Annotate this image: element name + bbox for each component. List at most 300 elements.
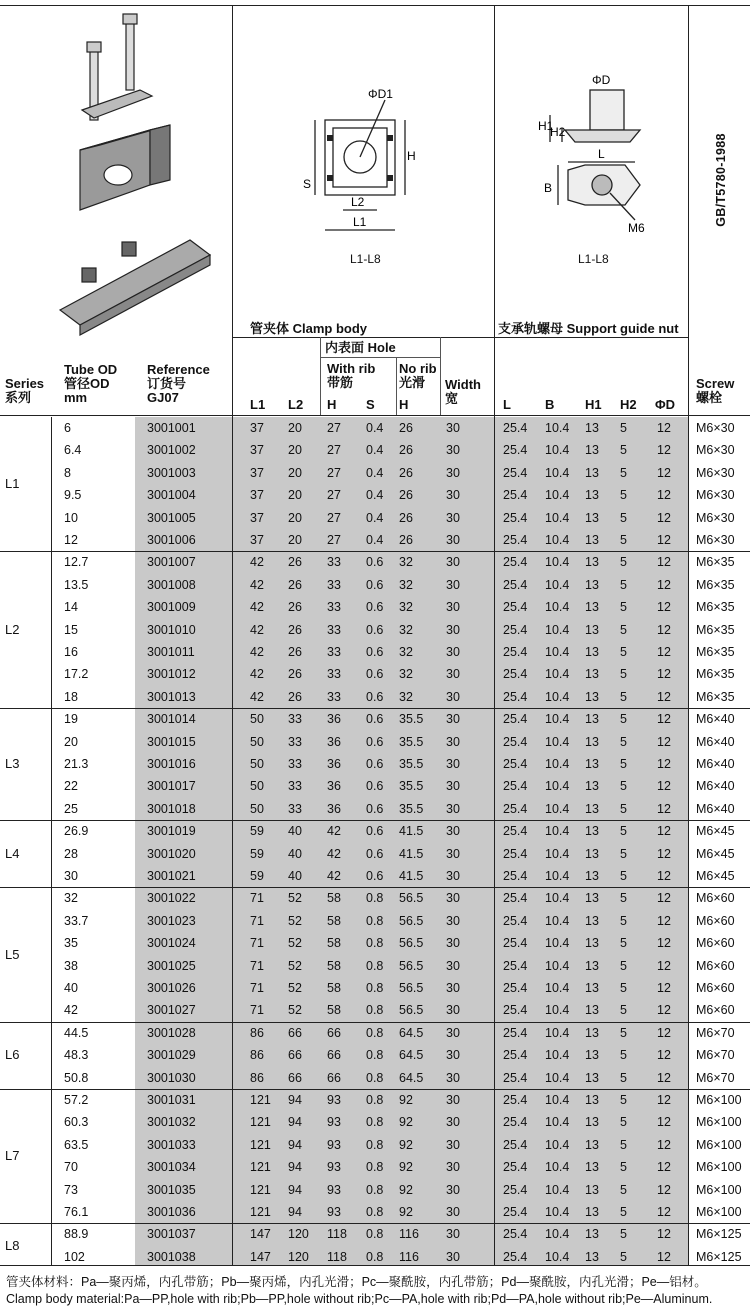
cell-s: 0.8 bbox=[366, 1227, 384, 1242]
cell-s: 0.6 bbox=[366, 734, 384, 749]
cell-l: 25.4 bbox=[503, 421, 528, 435]
with-rib-header-cn: 带筋 bbox=[327, 375, 354, 390]
cell-h1: 13 bbox=[585, 1025, 599, 1040]
cell-l: 25.4 bbox=[503, 1249, 528, 1264]
series-label: L4 bbox=[5, 845, 20, 861]
tube-od-header: Tube OD bbox=[64, 362, 118, 377]
cell-b: 10.4 bbox=[545, 689, 570, 704]
cell-h2: 5 bbox=[620, 465, 627, 480]
cell-l1: 71 bbox=[250, 891, 264, 906]
table-row bbox=[0, 820, 750, 842]
series-header-cn: 系列 bbox=[5, 390, 32, 405]
table-row bbox=[0, 865, 750, 887]
cell-s: 0.6 bbox=[366, 869, 384, 883]
cell-l: 25.4 bbox=[503, 1115, 528, 1130]
cell-h-norib: 92 bbox=[399, 1137, 413, 1152]
table-row bbox=[0, 1089, 750, 1111]
cell-h2: 5 bbox=[620, 488, 627, 503]
cell-width: 30 bbox=[446, 891, 460, 906]
cell-screw: M6×35 bbox=[696, 667, 735, 682]
cell-s: 0.8 bbox=[366, 891, 384, 906]
cell-phid: 12 bbox=[657, 1249, 671, 1264]
cell-width: 30 bbox=[446, 779, 460, 794]
cell-h1: 13 bbox=[585, 1182, 599, 1197]
cell-h-rib: 42 bbox=[327, 824, 341, 839]
cell-h1: 13 bbox=[585, 824, 599, 839]
cell-tube-od: 42 bbox=[64, 1003, 78, 1018]
cell-phid: 12 bbox=[657, 801, 671, 816]
cell-tube-od: 8 bbox=[64, 465, 71, 480]
cell-h-norib: 41.5 bbox=[399, 846, 424, 861]
cell-reference: 3001038 bbox=[147, 1249, 196, 1264]
cell-width: 30 bbox=[446, 1093, 460, 1107]
standard-label: GB/T5780-1988 bbox=[714, 133, 728, 227]
cell-screw: M6×30 bbox=[696, 488, 735, 503]
table-row bbox=[0, 1223, 750, 1245]
top-border bbox=[0, 5, 750, 6]
cell-screw: M6×100 bbox=[696, 1205, 742, 1219]
cell-b: 10.4 bbox=[545, 779, 570, 794]
cell-b: 10.4 bbox=[545, 958, 570, 973]
cell-l2: 52 bbox=[288, 958, 302, 973]
cell-s: 0.4 bbox=[366, 465, 384, 480]
divider bbox=[320, 337, 321, 415]
cell-h-rib: 93 bbox=[327, 1205, 341, 1219]
cell-tube-od: 35 bbox=[64, 936, 78, 951]
cell-h2: 5 bbox=[620, 712, 627, 727]
divider bbox=[494, 5, 495, 415]
series-label: L8 bbox=[5, 1237, 20, 1253]
cell-screw: M6×60 bbox=[696, 1003, 735, 1018]
cell-reference: 3001016 bbox=[147, 757, 196, 771]
cell-l: 25.4 bbox=[503, 533, 528, 547]
cell-screw: M6×40 bbox=[696, 734, 735, 749]
cell-width: 30 bbox=[446, 1182, 460, 1197]
cell-l1: 71 bbox=[250, 981, 264, 995]
cell-h1: 13 bbox=[585, 1205, 599, 1219]
cell-l: 25.4 bbox=[503, 465, 528, 480]
cell-tube-od: 44.5 bbox=[64, 1025, 89, 1040]
table-row bbox=[0, 1067, 750, 1089]
cell-h2: 5 bbox=[620, 757, 627, 771]
cell-h1: 13 bbox=[585, 622, 599, 637]
cell-phid: 12 bbox=[657, 936, 671, 951]
cell-width: 30 bbox=[446, 1160, 460, 1175]
cell-reference: 3001029 bbox=[147, 1048, 196, 1063]
cell-phid: 12 bbox=[657, 622, 671, 637]
cell-h2: 5 bbox=[620, 1182, 627, 1197]
cell-reference: 3001031 bbox=[147, 1093, 196, 1107]
table-row bbox=[0, 596, 750, 618]
cell-phid: 12 bbox=[657, 488, 671, 503]
cell-b: 10.4 bbox=[545, 533, 570, 547]
cell-screw: M6×60 bbox=[696, 913, 735, 928]
cell-l: 25.4 bbox=[503, 689, 528, 704]
cell-phid: 12 bbox=[657, 421, 671, 435]
cell-b: 10.4 bbox=[545, 1160, 570, 1175]
cell-phid: 12 bbox=[657, 1137, 671, 1152]
cell-h-rib: 42 bbox=[327, 846, 341, 861]
table-row bbox=[0, 462, 750, 484]
cell-h1: 13 bbox=[585, 1160, 599, 1175]
cell-phid: 12 bbox=[657, 824, 671, 839]
cell-l2: 20 bbox=[288, 421, 302, 435]
cell-width: 30 bbox=[446, 577, 460, 592]
cell-h-rib: 36 bbox=[327, 734, 341, 749]
cell-h-rib: 27 bbox=[327, 443, 341, 458]
cell-h2: 5 bbox=[620, 1249, 627, 1264]
cell-b: 10.4 bbox=[545, 891, 570, 906]
cell-s: 0.8 bbox=[366, 1093, 384, 1107]
cell-width: 30 bbox=[446, 689, 460, 704]
cell-phid: 12 bbox=[657, 510, 671, 525]
col-h2: H2 bbox=[620, 397, 637, 412]
cell-reference: 3001012 bbox=[147, 667, 196, 682]
cell-s: 0.4 bbox=[366, 488, 384, 503]
cell-h1: 13 bbox=[585, 533, 599, 547]
cell-l: 25.4 bbox=[503, 577, 528, 592]
table-row bbox=[0, 574, 750, 596]
cell-h-norib: 35.5 bbox=[399, 712, 424, 727]
cell-h1: 13 bbox=[585, 801, 599, 816]
table-row bbox=[0, 731, 750, 753]
cell-width: 30 bbox=[446, 712, 460, 727]
cell-h-norib: 26 bbox=[399, 510, 413, 525]
cell-tube-od: 30 bbox=[64, 869, 78, 883]
cell-s: 0.4 bbox=[366, 421, 384, 435]
cell-phid: 12 bbox=[657, 779, 671, 794]
cell-width: 30 bbox=[446, 801, 460, 816]
cell-h1: 13 bbox=[585, 779, 599, 794]
cell-screw: M6×35 bbox=[696, 577, 735, 592]
cell-b: 10.4 bbox=[545, 824, 570, 839]
cell-h2: 5 bbox=[620, 443, 627, 458]
cell-tube-od: 22 bbox=[64, 779, 78, 794]
cell-h-norib: 26 bbox=[399, 443, 413, 458]
cell-h-norib: 56.5 bbox=[399, 891, 424, 906]
cell-l: 25.4 bbox=[503, 712, 528, 727]
cell-h-norib: 56.5 bbox=[399, 958, 424, 973]
cell-reference: 3001018 bbox=[147, 801, 196, 816]
cell-screw: M6×60 bbox=[696, 891, 735, 906]
cell-l1: 121 bbox=[250, 1137, 271, 1152]
cell-l: 25.4 bbox=[503, 801, 528, 816]
cell-h1: 13 bbox=[585, 1070, 599, 1085]
cell-l2: 20 bbox=[288, 488, 302, 503]
cell-b: 10.4 bbox=[545, 1205, 570, 1219]
cell-screw: M6×40 bbox=[696, 712, 735, 727]
cell-phid: 12 bbox=[657, 891, 671, 906]
cell-s: 0.6 bbox=[366, 757, 384, 771]
cell-l: 25.4 bbox=[503, 600, 528, 615]
cell-screw: M6×30 bbox=[696, 465, 735, 480]
cell-l2: 33 bbox=[288, 801, 302, 816]
table-row bbox=[0, 1156, 750, 1178]
cell-s: 0.6 bbox=[366, 846, 384, 861]
table-row bbox=[0, 798, 750, 820]
cell-screw: M6×100 bbox=[696, 1137, 742, 1152]
clamp-assembly-illustration bbox=[40, 10, 230, 340]
cell-h-norib: 116 bbox=[399, 1227, 419, 1242]
cell-h2: 5 bbox=[620, 600, 627, 615]
cell-h-norib: 92 bbox=[399, 1115, 413, 1130]
cell-h-norib: 32 bbox=[399, 600, 413, 615]
cell-tube-od: 63.5 bbox=[64, 1137, 89, 1152]
cell-l1: 50 bbox=[250, 779, 264, 794]
cell-h-rib: 93 bbox=[327, 1137, 341, 1152]
cell-screw: M6×35 bbox=[696, 689, 735, 704]
hole-header: 内表面 Hole bbox=[325, 340, 396, 355]
cell-tube-od: 14 bbox=[64, 600, 78, 615]
cell-screw: M6×125 bbox=[696, 1249, 742, 1264]
cell-phid: 12 bbox=[657, 1205, 671, 1219]
cell-l2: 94 bbox=[288, 1115, 302, 1130]
cell-l2: 52 bbox=[288, 981, 302, 995]
cell-screw: M6×40 bbox=[696, 801, 735, 816]
cell-h1: 13 bbox=[585, 443, 599, 458]
cell-h2: 5 bbox=[620, 533, 627, 547]
cell-l: 25.4 bbox=[503, 1137, 528, 1152]
cell-s: 0.4 bbox=[366, 533, 384, 547]
cell-h1: 13 bbox=[585, 869, 599, 883]
cell-l2: 20 bbox=[288, 443, 302, 458]
cell-phid: 12 bbox=[657, 555, 671, 570]
cell-width: 30 bbox=[446, 1048, 460, 1063]
cell-l1: 59 bbox=[250, 869, 264, 883]
table-row bbox=[0, 708, 750, 730]
cell-h1: 13 bbox=[585, 981, 599, 995]
cell-h2: 5 bbox=[620, 1137, 627, 1152]
cell-l: 25.4 bbox=[503, 510, 528, 525]
cell-width: 30 bbox=[446, 824, 460, 839]
cell-s: 0.6 bbox=[366, 645, 384, 659]
cell-tube-od: 50.8 bbox=[64, 1070, 89, 1085]
cell-h1: 13 bbox=[585, 600, 599, 615]
cell-h-rib: 58 bbox=[327, 891, 341, 906]
table-row bbox=[0, 641, 750, 663]
cell-tube-od: 73 bbox=[64, 1182, 78, 1197]
cell-h2: 5 bbox=[620, 891, 627, 906]
series-label: L2 bbox=[5, 621, 20, 637]
cell-l2: 40 bbox=[288, 824, 302, 839]
cell-l1: 147 bbox=[250, 1249, 271, 1264]
cell-l: 25.4 bbox=[503, 667, 528, 682]
cell-l1: 42 bbox=[250, 600, 264, 615]
cell-tube-od: 38 bbox=[64, 958, 78, 973]
cell-h-norib: 32 bbox=[399, 645, 413, 659]
cell-l2: 20 bbox=[288, 510, 302, 525]
cell-width: 30 bbox=[446, 443, 460, 458]
clamp-body-title: 管夹体 Clamp body bbox=[250, 321, 368, 336]
cell-l1: 42 bbox=[250, 645, 264, 659]
cell-reference: 3001025 bbox=[147, 958, 196, 973]
cell-s: 0.8 bbox=[366, 1115, 384, 1130]
series-label: L5 bbox=[5, 946, 20, 962]
h-label: H bbox=[407, 149, 416, 163]
cell-h1: 13 bbox=[585, 1227, 599, 1242]
cell-h-norib: 26 bbox=[399, 421, 413, 435]
no-rib-header: No rib bbox=[399, 361, 437, 376]
cell-l: 25.4 bbox=[503, 1003, 528, 1018]
table-row bbox=[0, 529, 750, 551]
series-header: Series bbox=[5, 376, 45, 391]
cell-h2: 5 bbox=[620, 1160, 627, 1175]
divider bbox=[232, 5, 233, 415]
cell-h-norib: 35.5 bbox=[399, 779, 424, 794]
cell-reference: 3001002 bbox=[147, 443, 196, 458]
cell-h2: 5 bbox=[620, 801, 627, 816]
table-row bbox=[0, 1044, 750, 1066]
cell-l1: 71 bbox=[250, 913, 264, 928]
cell-h-rib: 27 bbox=[327, 488, 341, 503]
cell-h1: 13 bbox=[585, 555, 599, 570]
cell-l: 25.4 bbox=[503, 913, 528, 928]
cell-width: 30 bbox=[446, 600, 460, 615]
cell-screw: M6×70 bbox=[696, 1070, 735, 1085]
cell-h2: 5 bbox=[620, 1025, 627, 1040]
cell-reference: 3001007 bbox=[147, 555, 196, 570]
cell-l: 25.4 bbox=[503, 958, 528, 973]
cell-screw: M6×40 bbox=[696, 779, 735, 794]
cell-l2: 52 bbox=[288, 1003, 302, 1018]
cell-tube-od: 25 bbox=[64, 801, 78, 816]
cell-width: 30 bbox=[446, 555, 460, 570]
col-l1: L1 bbox=[250, 397, 266, 412]
cell-reference: 3001027 bbox=[147, 1003, 196, 1018]
cell-h-norib: 56.5 bbox=[399, 913, 424, 928]
cell-h-norib: 35.5 bbox=[399, 801, 424, 816]
footer-material-cn: 管夹体材料：Pa—聚丙烯，内孔带筋；Pb—聚丙烯，内孔光滑；Pc—聚酰胺，内孔带筋；Pd—聚酰胺，内孔光滑；Pe—铝材。 bbox=[6, 1275, 707, 1289]
cell-h2: 5 bbox=[620, 622, 627, 637]
cell-h-norib: 64.5 bbox=[399, 1025, 424, 1040]
cell-l2: 26 bbox=[288, 645, 302, 659]
cell-h2: 5 bbox=[620, 779, 627, 794]
cell-width: 30 bbox=[446, 936, 460, 951]
cell-screw: M6×60 bbox=[696, 958, 735, 973]
cell-tube-od: 60.3 bbox=[64, 1115, 89, 1130]
cell-l2: 94 bbox=[288, 1160, 302, 1175]
cell-h-norib: 92 bbox=[399, 1160, 413, 1175]
series-label: L1 bbox=[5, 476, 20, 492]
cell-width: 30 bbox=[446, 913, 460, 928]
cell-screw: M6×100 bbox=[696, 1160, 742, 1175]
cell-h-norib: 26 bbox=[399, 488, 413, 503]
cell-reference: 3001017 bbox=[147, 779, 196, 794]
cell-h-rib: 36 bbox=[327, 779, 341, 794]
cell-l1: 71 bbox=[250, 936, 264, 951]
cell-l2: 94 bbox=[288, 1205, 302, 1219]
cell-l1: 59 bbox=[250, 846, 264, 861]
cell-h-norib: 41.5 bbox=[399, 824, 424, 839]
divider bbox=[396, 357, 397, 415]
cell-l: 25.4 bbox=[503, 488, 528, 503]
cell-reference: 3001037 bbox=[147, 1227, 196, 1242]
cell-screw: M6×35 bbox=[696, 645, 735, 659]
cell-s: 0.8 bbox=[366, 913, 384, 928]
cell-l: 25.4 bbox=[503, 1025, 528, 1040]
table-row bbox=[0, 999, 750, 1021]
cell-h1: 13 bbox=[585, 645, 599, 659]
cell-h1: 13 bbox=[585, 1093, 599, 1107]
cell-s: 0.6 bbox=[366, 779, 384, 794]
cell-h-norib: 41.5 bbox=[399, 869, 424, 883]
cell-reference: 3001024 bbox=[147, 936, 196, 951]
cell-l2: 33 bbox=[288, 712, 302, 727]
cell-h1: 13 bbox=[585, 1137, 599, 1152]
cell-l2: 52 bbox=[288, 936, 302, 951]
cell-l1: 86 bbox=[250, 1048, 264, 1063]
cell-phid: 12 bbox=[657, 869, 671, 883]
cell-b: 10.4 bbox=[545, 981, 570, 995]
cell-h1: 13 bbox=[585, 734, 599, 749]
table-row bbox=[0, 1134, 750, 1156]
reference-code: GJ07 bbox=[147, 390, 179, 405]
cell-l: 25.4 bbox=[503, 846, 528, 861]
cell-s: 0.8 bbox=[366, 1182, 384, 1197]
cell-b: 10.4 bbox=[545, 622, 570, 637]
cell-width: 30 bbox=[446, 421, 460, 435]
divider bbox=[688, 5, 689, 417]
col-l: L bbox=[503, 397, 511, 412]
cell-l1: 121 bbox=[250, 1205, 271, 1219]
cell-reference: 3001014 bbox=[147, 712, 196, 727]
cell-h2: 5 bbox=[620, 645, 627, 659]
clamp-range-label: L1-L8 bbox=[350, 252, 381, 266]
cell-l2: 20 bbox=[288, 533, 302, 547]
cell-reference: 3001026 bbox=[147, 981, 196, 995]
cell-b: 10.4 bbox=[545, 577, 570, 592]
tube-od-unit: mm bbox=[64, 390, 88, 405]
cell-h-norib: 92 bbox=[399, 1093, 413, 1107]
col-h-rib: H bbox=[327, 397, 337, 412]
col-b: B bbox=[545, 397, 555, 412]
cell-s: 0.8 bbox=[366, 1048, 384, 1063]
cell-l: 25.4 bbox=[503, 645, 528, 659]
header-bottom-rule bbox=[0, 415, 750, 416]
col-h1: H1 bbox=[585, 397, 602, 412]
cell-h1: 13 bbox=[585, 1003, 599, 1018]
cell-phid: 12 bbox=[657, 1227, 671, 1242]
cell-b: 10.4 bbox=[545, 1093, 570, 1107]
cell-reference: 3001028 bbox=[147, 1025, 196, 1040]
cell-h2: 5 bbox=[620, 958, 627, 973]
support-nut-title: 支承轨螺母 Support guide nut bbox=[498, 321, 679, 336]
cell-b: 10.4 bbox=[545, 712, 570, 727]
cell-b: 10.4 bbox=[545, 1048, 570, 1063]
col-l2: L2 bbox=[288, 397, 304, 412]
cell-b: 10.4 bbox=[545, 1227, 570, 1242]
cell-h-rib: 36 bbox=[327, 801, 341, 816]
screw-header: Screw bbox=[696, 376, 735, 391]
cell-screw: M6×30 bbox=[696, 421, 735, 435]
cell-l1: 121 bbox=[250, 1115, 271, 1130]
cell-b: 10.4 bbox=[545, 667, 570, 682]
col-s: S bbox=[366, 397, 375, 412]
table-row bbox=[0, 1111, 750, 1133]
cell-h-rib: 36 bbox=[327, 712, 341, 727]
width-header: Width bbox=[445, 377, 481, 392]
cell-h-rib: 27 bbox=[327, 421, 341, 435]
table-row bbox=[0, 417, 750, 439]
width-header-cn: 宽 bbox=[445, 391, 459, 406]
table-row bbox=[0, 1179, 750, 1201]
cell-tube-od: 9.5 bbox=[64, 488, 82, 503]
cell-h-rib: 33 bbox=[327, 555, 341, 570]
cell-screw: M6×45 bbox=[696, 824, 735, 839]
cell-tube-od: 70 bbox=[64, 1160, 78, 1175]
cell-h1: 13 bbox=[585, 936, 599, 951]
cell-tube-od: 6 bbox=[64, 421, 71, 435]
